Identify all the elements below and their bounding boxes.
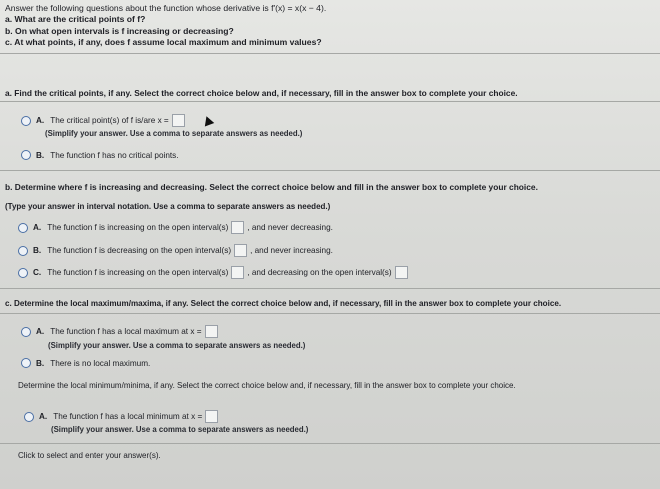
radio-button[interactable] bbox=[18, 246, 28, 256]
option-text: The function f is increasing on the open interval(s) bbox=[47, 268, 229, 277]
part-b-option-c[interactable] bbox=[18, 266, 411, 279]
option-letter: A. bbox=[33, 223, 42, 232]
option-text: There is no local maximum. bbox=[50, 358, 151, 368]
question-c: c. At what points, if any, does f assume local maximum and minimum values? bbox=[5, 37, 322, 48]
question-a: a. What are the critical points of f? bbox=[5, 14, 146, 25]
option-letter: B. bbox=[36, 358, 45, 368]
part-b-hint: (Type your answer in interval notation. Use a comma to separate answers as needed.) bbox=[5, 202, 331, 211]
option-letter: A. bbox=[39, 412, 48, 421]
part-c-max-option-a[interactable] bbox=[21, 325, 221, 338]
divider bbox=[0, 313, 660, 314]
option-letter: B. bbox=[36, 150, 45, 160]
option-letter: A. bbox=[36, 116, 45, 125]
option-text: The function f has no critical points. bbox=[50, 150, 179, 160]
option-text: The function f is increasing on the open interval(s) bbox=[47, 223, 229, 232]
option-letter: A. bbox=[36, 327, 45, 336]
option-hint: (Simplify your answer. Use a comma to separate answers as needed.) bbox=[48, 341, 306, 350]
part-a-option-b[interactable] bbox=[21, 150, 179, 160]
option-text: The function f has a local minimum at x = bbox=[53, 412, 203, 421]
option-hint: (Simplify your answer. Use a comma to separate answers as needed.) bbox=[45, 129, 303, 138]
option-tail: , and decreasing on the open interval(s) bbox=[247, 268, 392, 277]
radio-button[interactable] bbox=[21, 358, 31, 368]
divider bbox=[0, 170, 660, 171]
answer-box[interactable] bbox=[234, 244, 247, 257]
part-a-option-a[interactable] bbox=[21, 114, 188, 127]
option-text: The function f has a local maximum at x = bbox=[50, 327, 202, 336]
answer-box[interactable] bbox=[395, 266, 408, 279]
divider bbox=[0, 101, 660, 102]
option-text: The critical point(s) of f is/are x = bbox=[50, 116, 169, 125]
radio-button[interactable] bbox=[21, 116, 31, 126]
radio-button[interactable] bbox=[18, 268, 28, 278]
question-header bbox=[5, 3, 326, 49]
divider bbox=[0, 53, 660, 54]
divider bbox=[0, 443, 660, 444]
part-c-prompt: c. Determine the local maximum/maxima, if any. Select the correct choice below and, if necessary, fill in the answer box to complete your choice. bbox=[5, 299, 562, 308]
radio-button[interactable] bbox=[21, 150, 31, 160]
intro-text: Answer the following questions about the function whose derivative is f'(x) = x(x − 4). bbox=[5, 3, 327, 13]
minimum-prompt: Determine the local minimum/minima, if any. Select the correct choice below and, if necessary, fill in the answer box to complete your choice. bbox=[18, 381, 516, 390]
question-b: b. On what open intervals is f increasing or decreasing? bbox=[5, 25, 234, 36]
radio-button[interactable] bbox=[21, 327, 31, 337]
footer-instruction: Click to select and enter your answer(s). bbox=[18, 451, 161, 460]
option-letter: C. bbox=[33, 268, 42, 277]
answer-box[interactable] bbox=[205, 410, 218, 423]
option-text: The function f is decreasing on the open interval(s) bbox=[47, 246, 232, 255]
divider bbox=[0, 288, 660, 289]
part-c-min-option-a[interactable] bbox=[24, 410, 221, 423]
answer-box[interactable] bbox=[231, 221, 244, 234]
answer-box[interactable] bbox=[172, 114, 185, 127]
part-a-prompt: a. Find the critical points, if any. Select the correct choice below and, if necessary, fill in the answer box to complete your choice. bbox=[5, 88, 518, 98]
answer-box[interactable] bbox=[205, 325, 218, 338]
part-b-option-a[interactable] bbox=[18, 221, 333, 234]
answer-box[interactable] bbox=[231, 266, 244, 279]
radio-button[interactable] bbox=[24, 412, 34, 422]
radio-button[interactable] bbox=[18, 223, 28, 233]
part-b-prompt: b. Determine where f is increasing and decreasing. Select the correct choice below and fill in the answer box to complete your choice. bbox=[5, 182, 538, 192]
option-letter: B. bbox=[33, 246, 42, 255]
mouse-cursor-icon bbox=[202, 115, 214, 127]
part-c-max-option-b[interactable] bbox=[21, 358, 150, 368]
option-tail: , and never increasing. bbox=[250, 246, 333, 255]
option-tail: , and never decreasing. bbox=[247, 223, 333, 232]
part-b-option-b[interactable] bbox=[18, 244, 333, 257]
option-hint: (Simplify your answer. Use a comma to separate answers as needed.) bbox=[51, 425, 309, 434]
